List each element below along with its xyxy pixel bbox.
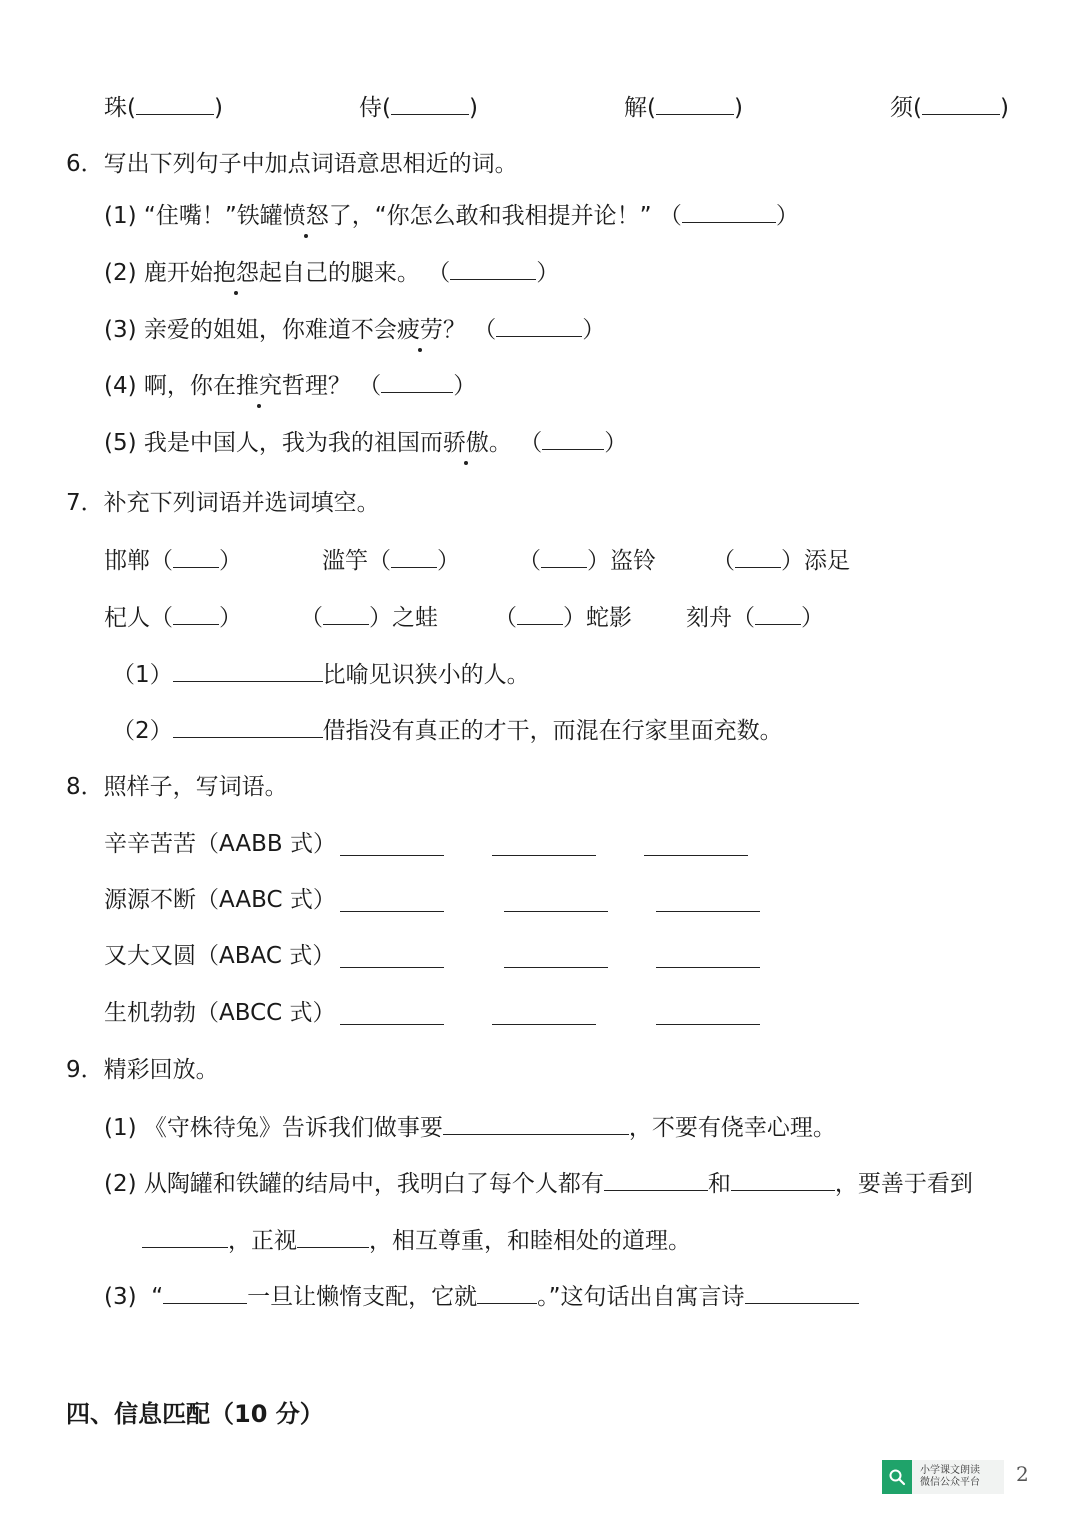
question-number: 6．	[66, 151, 104, 177]
answer-blank[interactable]	[163, 1281, 247, 1304]
q6-item-1: (1) “住嘴！”铁罐愤怒了，“你怎么敢和我相提并论！” （ ）	[104, 200, 799, 231]
q6-item-4: (4) 啊，你在推究哲理？ （ ）	[104, 370, 476, 401]
answer-blank[interactable]	[542, 427, 604, 450]
answer-blank[interactable]	[443, 1112, 629, 1135]
dotted-word: 疲劳	[396, 317, 443, 343]
answer-blank[interactable]	[656, 945, 760, 968]
pattern-row: 源源不断（AABC 式）	[104, 885, 336, 915]
answer-blank[interactable]	[517, 602, 563, 625]
question-title: 写出下列句子中加点词语意思相近的词。	[103, 151, 518, 177]
question-title: 精彩回放。	[103, 1057, 219, 1083]
q7-fill-1: （1） 比喻见识狭小的人。	[112, 659, 530, 690]
answer-blank[interactable]	[745, 1281, 859, 1304]
answer-blank[interactable]	[340, 889, 444, 912]
logo-line-2: 微信公众平台	[920, 1477, 980, 1488]
answer-blank[interactable]	[656, 1002, 760, 1025]
dotted-word: 抱怨	[212, 260, 259, 286]
answer-blank[interactable]	[142, 1225, 228, 1248]
question-number: 7．	[66, 490, 104, 516]
answer-blank[interactable]	[173, 545, 219, 568]
dotted-word: 推究	[235, 373, 282, 399]
q9-item-1: (1) 《守株待兔》告诉我们做事要 ，不要有侥幸心理。	[104, 1112, 836, 1143]
answer-blank[interactable]	[391, 545, 437, 568]
dotted-word: 愤怒	[282, 203, 329, 229]
pattern-row: 辛辛苦苦（AABB 式）	[104, 829, 336, 859]
char: 解	[624, 95, 647, 121]
answer-blank[interactable]	[504, 945, 608, 968]
question-title: 补充下列词语并选词填空。	[103, 490, 380, 516]
answer-blank[interactable]	[656, 92, 734, 115]
q9-item-2: (2) 从陶罐和铁罐的结局中，我明白了每个人都有 和 ，要善于看到	[104, 1168, 973, 1199]
q6-item-3: (3) 亲爱的姐姐，你难道不会疲劳？ （ ）	[104, 314, 605, 345]
logo-line-1: 小学课文朗读	[920, 1465, 980, 1476]
q7-fill-2: （2） 借指没有真正的才干，而混在行家里面充数。	[112, 715, 783, 746]
answer-blank[interactable]	[922, 92, 1000, 115]
answer-blank[interactable]	[682, 200, 776, 223]
answer-blank[interactable]	[656, 889, 760, 912]
question-number: 9．	[66, 1057, 104, 1083]
answer-blank[interactable]	[644, 833, 748, 856]
dotted-word: 骄傲	[442, 430, 489, 456]
question-7-title	[66, 488, 380, 518]
question-9-title	[66, 1055, 219, 1085]
answer-blank[interactable]	[173, 715, 323, 738]
question-title: 照样子，写词语。	[103, 774, 288, 800]
answer-blank[interactable]	[450, 257, 536, 280]
answer-blank[interactable]	[340, 945, 444, 968]
answer-blank[interactable]	[323, 602, 369, 625]
answer-blank[interactable]	[755, 602, 801, 625]
answer-blank[interactable]	[340, 833, 444, 856]
pattern-row: 生机勃勃（ABCC 式）	[104, 998, 336, 1028]
answer-blank[interactable]	[541, 545, 587, 568]
answer-blank[interactable]	[173, 602, 219, 625]
answer-blank[interactable]	[492, 1002, 596, 1025]
search-icon	[882, 1460, 912, 1494]
answer-blank[interactable]	[173, 659, 323, 682]
q9-item-2-cont: ，正视 ，相互尊重，和睦相处的道理。	[142, 1225, 691, 1256]
question-number: 8．	[66, 774, 104, 800]
question-6-title	[66, 149, 518, 179]
answer-blank[interactable]	[297, 1225, 369, 1248]
answer-blank[interactable]	[731, 1168, 835, 1191]
answer-blank[interactable]	[604, 1168, 708, 1191]
q9-item-3: (3) “ 一旦让懒惰支配，它就 。”这句话出自寓言诗	[104, 1281, 859, 1312]
q6-item-2: (2) 鹿开始抱怨起自己的腿来。 （ ）	[104, 257, 559, 288]
question-8-title	[66, 772, 288, 802]
footer-logo	[882, 1460, 1004, 1494]
char: 侍	[359, 95, 382, 121]
answer-blank[interactable]	[340, 1002, 444, 1025]
answer-blank[interactable]	[496, 314, 582, 337]
page-number: 2	[1016, 1462, 1029, 1486]
answer-blank[interactable]	[381, 370, 453, 393]
section-heading: 四、信息匹配（10 分）	[66, 1400, 324, 1428]
char: 须	[890, 95, 913, 121]
answer-blank[interactable]	[504, 889, 608, 912]
char: 珠	[104, 95, 127, 121]
q6-item-5: (5) 我是中国人，我为我的祖国而骄傲。 （ ）	[104, 427, 627, 458]
answer-blank[interactable]	[391, 92, 469, 115]
answer-blank[interactable]	[735, 545, 781, 568]
answer-blank[interactable]	[492, 833, 596, 856]
answer-blank[interactable]	[477, 1281, 537, 1304]
answer-blank[interactable]	[136, 92, 214, 115]
pattern-row: 又大又圆（ABAC 式）	[104, 941, 335, 971]
